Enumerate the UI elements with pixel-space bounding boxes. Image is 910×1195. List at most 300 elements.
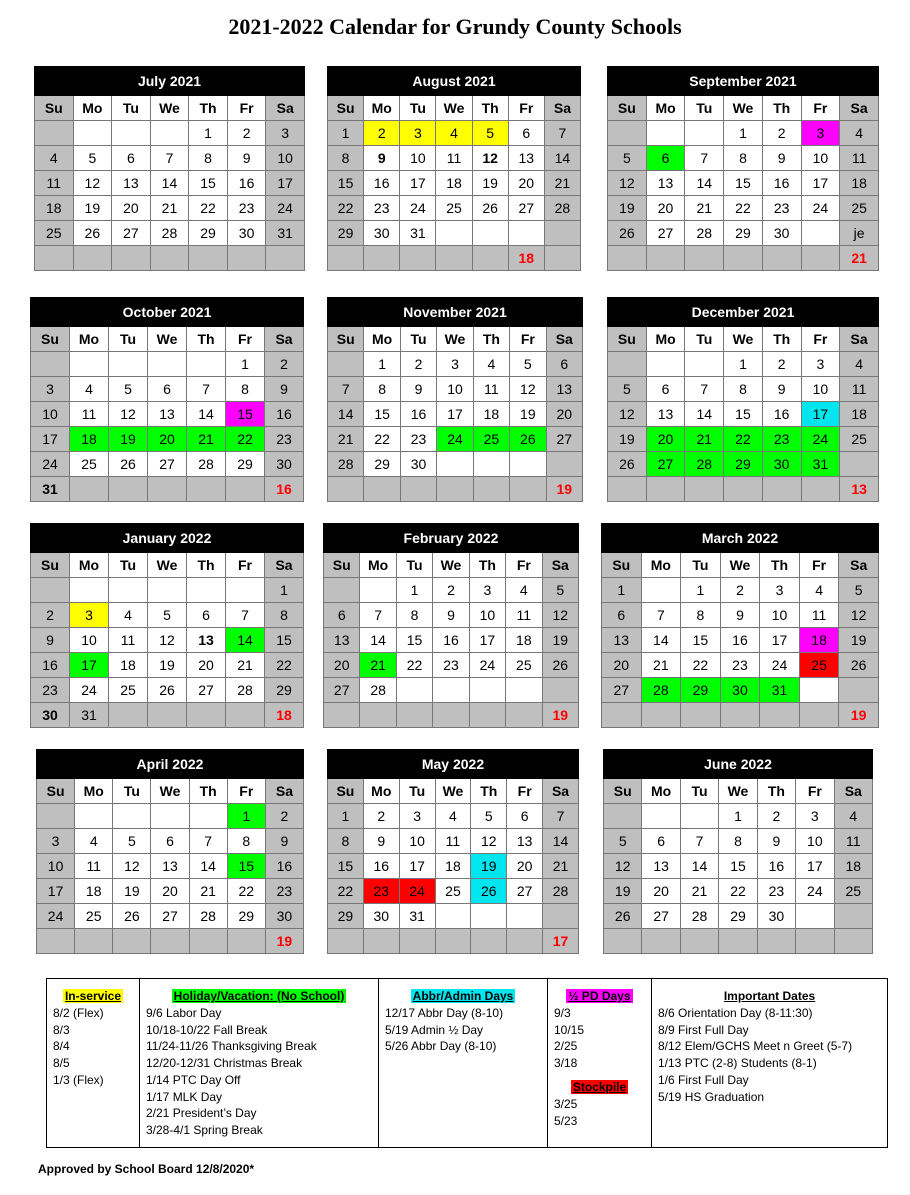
- week-row: [328, 854, 579, 879]
- week-row: [604, 829, 873, 854]
- day-cell: [396, 703, 432, 728]
- weekday-header: Mo: [360, 553, 396, 578]
- legend-holiday: [140, 979, 379, 1147]
- day-cell: 2: [720, 578, 760, 603]
- week-row: [37, 904, 304, 929]
- month-calendar: [607, 66, 879, 271]
- day-cell: [680, 929, 718, 954]
- legend-item: 8/9 First Full Day: [658, 1022, 749, 1037]
- day-cell: 27: [148, 452, 187, 477]
- day-cell: 1: [396, 578, 432, 603]
- day-cell: 16: [265, 402, 304, 427]
- day-cell: [73, 246, 112, 271]
- day-cell: [646, 246, 685, 271]
- day-cell: 28: [150, 221, 189, 246]
- week-row: [608, 121, 879, 146]
- month-calendar: [34, 66, 305, 271]
- day-cell: 14: [226, 628, 265, 653]
- day-cell: [189, 929, 227, 954]
- week-row: [608, 146, 879, 171]
- day-cell: 26: [109, 452, 148, 477]
- weekday-header: Mo: [641, 553, 681, 578]
- week-row: [328, 904, 579, 929]
- day-cell: 15: [226, 402, 265, 427]
- month-calendar: [30, 297, 304, 502]
- day-cell: 4: [799, 578, 839, 603]
- month-calendar: [323, 523, 579, 728]
- weekday-header: Tu: [681, 553, 721, 578]
- day-cell: 10: [469, 603, 505, 628]
- weekday-header: Su: [608, 96, 647, 121]
- day-cell: 5: [113, 829, 151, 854]
- weekday-header: Th: [471, 779, 507, 804]
- day-cell: 24: [760, 653, 800, 678]
- day-cell: 25: [799, 653, 839, 678]
- week-row: [31, 377, 304, 402]
- day-cell: 22: [724, 196, 763, 221]
- day-cell: 14: [360, 628, 396, 653]
- day-cell: 27: [507, 879, 543, 904]
- day-cell: [31, 352, 70, 377]
- day-cell: 24: [796, 879, 834, 904]
- weekday-header: Tu: [396, 553, 432, 578]
- day-cell: 18: [35, 196, 74, 221]
- day-cell: 19: [148, 653, 187, 678]
- day-cell: 21: [189, 879, 227, 904]
- day-cell: 3: [437, 352, 473, 377]
- day-cell: 9: [364, 146, 400, 171]
- day-cell: 6: [112, 146, 151, 171]
- weekday-header: Mo: [75, 779, 113, 804]
- day-cell: [226, 578, 265, 603]
- day-cell: 18: [436, 171, 472, 196]
- day-cell: 14: [544, 146, 580, 171]
- day-cell: 16: [227, 171, 266, 196]
- day-cell: 8: [364, 377, 400, 402]
- weekday-header: Th: [189, 96, 228, 121]
- day-cell: 13: [112, 171, 151, 196]
- week-row: [31, 352, 304, 377]
- weekday-header: Sa: [265, 553, 304, 578]
- month-name: August 2021: [328, 67, 581, 96]
- day-cell: [801, 221, 840, 246]
- day-cell: 5: [542, 578, 578, 603]
- day-cell: 23: [364, 196, 400, 221]
- day-cell: [506, 678, 542, 703]
- day-cell: 17: [469, 628, 505, 653]
- day-cell: 28: [187, 452, 226, 477]
- weekday-header: Sa: [543, 779, 579, 804]
- weekday-header: Mo: [646, 96, 685, 121]
- day-cell: 18: [70, 427, 109, 452]
- day-cell: [363, 929, 399, 954]
- day-cell: [226, 703, 265, 728]
- day-cell: 18: [834, 854, 872, 879]
- day-cell: 20: [151, 879, 189, 904]
- day-cell: 24: [437, 427, 473, 452]
- week-row: [35, 246, 305, 271]
- weekday-header: Fr: [227, 779, 265, 804]
- weekday-header: Su: [602, 553, 642, 578]
- legend-item: 8/4: [53, 1039, 70, 1054]
- legend-item: 5/19 Admin ½ Day: [385, 1022, 484, 1037]
- day-cell: 4: [109, 603, 148, 628]
- week-row: [31, 678, 304, 703]
- day-cell: [396, 678, 432, 703]
- week-row: [608, 427, 879, 452]
- day-cell: 27: [151, 904, 189, 929]
- day-cell: [328, 352, 364, 377]
- weekday-header: Sa: [266, 96, 305, 121]
- day-cell: 7: [187, 377, 226, 402]
- day-cell: 20: [112, 196, 151, 221]
- day-cell: [435, 929, 471, 954]
- weekday-header: We: [724, 327, 763, 352]
- weekday-header: We: [148, 327, 187, 352]
- day-cell: 11: [506, 603, 542, 628]
- day-cell: 17: [801, 402, 840, 427]
- day-cell: 7: [189, 829, 227, 854]
- day-cell: 30: [363, 904, 399, 929]
- day-cell: 31: [70, 703, 109, 728]
- week-row: [37, 929, 304, 954]
- day-cell: 24: [70, 678, 109, 703]
- day-cell: 28: [226, 678, 265, 703]
- day-cell: 21: [150, 196, 189, 221]
- day-cell: 23: [720, 653, 760, 678]
- day-count-cell: 16: [265, 477, 304, 502]
- day-cell: 17: [399, 854, 435, 879]
- day-cell: 8: [227, 829, 265, 854]
- day-cell: [109, 352, 148, 377]
- day-cell: je: [840, 221, 879, 246]
- week-row: [608, 221, 879, 246]
- day-cell: 19: [472, 171, 508, 196]
- day-cell: 4: [75, 829, 113, 854]
- weekday-header: Fr: [510, 327, 546, 352]
- day-cell: 8: [719, 829, 757, 854]
- day-cell: 10: [266, 146, 305, 171]
- day-cell: 5: [73, 146, 112, 171]
- week-row: [602, 603, 879, 628]
- day-cell: 9: [31, 628, 70, 653]
- week-row: [31, 603, 304, 628]
- day-cell: 31: [801, 452, 840, 477]
- day-cell: 29: [724, 452, 763, 477]
- day-cell: 25: [834, 879, 872, 904]
- weekday-header: Th: [760, 553, 800, 578]
- day-cell: 15: [364, 402, 400, 427]
- day-cell: 15: [227, 854, 265, 879]
- weekday-header: Mo: [70, 553, 109, 578]
- day-cell: 25: [840, 196, 879, 221]
- day-cell: [148, 578, 187, 603]
- week-row: [328, 377, 583, 402]
- weekday-header: Su: [604, 779, 642, 804]
- day-cell: 28: [685, 221, 724, 246]
- day-cell: 12: [510, 377, 546, 402]
- day-cell: 17: [70, 653, 109, 678]
- day-cell: 23: [433, 653, 469, 678]
- weekday-header: Su: [31, 327, 70, 352]
- day-cell: 12: [109, 402, 148, 427]
- day-cell: 2: [227, 121, 266, 146]
- day-cell: [400, 246, 436, 271]
- day-cell: 30: [400, 452, 436, 477]
- day-cell: 11: [75, 854, 113, 879]
- day-cell: [109, 477, 148, 502]
- week-row: [324, 678, 579, 703]
- day-cell: [543, 904, 579, 929]
- day-cell: 16: [757, 854, 795, 879]
- day-cell: 10: [796, 829, 834, 854]
- day-cell: 14: [189, 854, 227, 879]
- day-cell: [608, 477, 647, 502]
- day-cell: [471, 929, 507, 954]
- weekday-header: Th: [187, 327, 226, 352]
- day-cell: 5: [109, 377, 148, 402]
- day-cell: 19: [113, 879, 151, 904]
- day-cell: 2: [265, 352, 304, 377]
- day-cell: [35, 121, 74, 146]
- day-cell: [799, 703, 839, 728]
- day-cell: [685, 121, 724, 146]
- day-cell: 24: [37, 904, 75, 929]
- month-calendar: [327, 66, 581, 271]
- day-cell: 1: [265, 578, 304, 603]
- day-cell: 5: [839, 578, 879, 603]
- day-cell: 10: [760, 603, 800, 628]
- day-count-cell: [266, 246, 305, 271]
- day-cell: 14: [543, 829, 579, 854]
- day-cell: 10: [801, 377, 840, 402]
- day-cell: 19: [608, 196, 647, 221]
- day-cell: [364, 246, 400, 271]
- day-cell: 11: [840, 146, 879, 171]
- day-cell: 17: [37, 879, 75, 904]
- day-cell: [544, 246, 580, 271]
- day-cell: [436, 246, 472, 271]
- day-cell: 26: [148, 678, 187, 703]
- day-cell: 10: [437, 377, 473, 402]
- day-cell: 24: [31, 452, 70, 477]
- day-cell: 21: [685, 427, 724, 452]
- legend-heading: In-service: [64, 989, 122, 1003]
- day-cell: 16: [720, 628, 760, 653]
- month-calendar: [601, 523, 879, 728]
- day-cell: 15: [396, 628, 432, 653]
- day-cell: 1: [724, 352, 763, 377]
- weekday-header: Tu: [399, 779, 435, 804]
- day-cell: 26: [608, 221, 647, 246]
- day-cell: 15: [724, 171, 763, 196]
- day-cell: [507, 929, 543, 954]
- day-cell: 10: [37, 854, 75, 879]
- day-cell: 21: [226, 653, 265, 678]
- day-cell: 7: [328, 377, 364, 402]
- day-cell: 16: [265, 854, 303, 879]
- day-cell: [70, 578, 109, 603]
- weekday-header: Su: [31, 553, 70, 578]
- day-cell: 5: [604, 829, 642, 854]
- day-cell: [360, 703, 396, 728]
- week-row: [37, 879, 304, 904]
- month-name: February 2022: [324, 524, 579, 553]
- day-cell: [508, 221, 544, 246]
- weekday-header: Su: [37, 779, 75, 804]
- day-cell: 6: [646, 146, 685, 171]
- day-cell: 18: [435, 854, 471, 879]
- week-row: [604, 854, 873, 879]
- day-cell: 21: [543, 854, 579, 879]
- day-cell: 6: [646, 377, 685, 402]
- day-cell: [433, 678, 469, 703]
- day-count-cell: 17: [543, 929, 579, 954]
- day-cell: 13: [508, 146, 544, 171]
- legend-item: 12/17 Abbr Day (8-10): [385, 1006, 504, 1020]
- weekday-header: Sa: [265, 327, 304, 352]
- day-cell: 14: [641, 628, 681, 653]
- day-cell: 11: [834, 829, 872, 854]
- day-cell: 20: [507, 854, 543, 879]
- day-cell: 7: [360, 603, 396, 628]
- day-cell: [472, 221, 508, 246]
- weekday-header: Tu: [685, 96, 724, 121]
- day-cell: 16: [400, 402, 436, 427]
- day-cell: 2: [31, 603, 70, 628]
- day-cell: [473, 477, 509, 502]
- day-cell: 14: [187, 402, 226, 427]
- day-cell: [839, 678, 879, 703]
- weekday-header: Mo: [70, 327, 109, 352]
- day-cell: 21: [187, 427, 226, 452]
- weekday-header: We: [436, 96, 472, 121]
- legend-item: 10/15: [554, 1022, 585, 1037]
- weekday-header: Sa: [544, 96, 580, 121]
- week-row: [35, 146, 305, 171]
- weekday-header: Mo: [73, 96, 112, 121]
- legend-item: 5/23: [554, 1113, 578, 1128]
- day-cell: 3: [760, 578, 800, 603]
- month-name: January 2022: [31, 524, 304, 553]
- week-row: [35, 221, 305, 246]
- day-cell: 4: [70, 377, 109, 402]
- day-cell: 18: [799, 628, 839, 653]
- day-cell: 28: [543, 879, 579, 904]
- week-row: [608, 196, 879, 221]
- weekday-header: Mo: [364, 96, 400, 121]
- day-cell: 17: [31, 427, 70, 452]
- day-cell: 25: [473, 427, 509, 452]
- weekday-header: Tu: [400, 327, 436, 352]
- weekday-header: Su: [324, 553, 360, 578]
- weekday-header: Fr: [506, 553, 542, 578]
- day-cell: 23: [265, 427, 304, 452]
- day-cell: 22: [227, 879, 265, 904]
- day-count-cell: 19: [839, 703, 879, 728]
- day-cell: 30: [762, 452, 801, 477]
- day-cell: 1: [724, 121, 763, 146]
- day-cell: 6: [148, 377, 187, 402]
- day-cell: 19: [73, 196, 112, 221]
- day-cell: [801, 246, 840, 271]
- day-cell: 30: [364, 221, 400, 246]
- day-cell: [75, 929, 113, 954]
- day-cell: 27: [324, 678, 360, 703]
- day-cell: 5: [472, 121, 508, 146]
- legend-item: 1/13 PTC (2-8) Students (8-1): [658, 1056, 817, 1071]
- day-cell: [187, 352, 226, 377]
- week-row: [608, 477, 879, 502]
- month-name: November 2021: [328, 298, 583, 327]
- day-cell: 29: [328, 221, 364, 246]
- day-cell: [35, 246, 74, 271]
- day-cell: 11: [435, 829, 471, 854]
- legend-heading: Important Dates: [723, 989, 816, 1003]
- legend-item: 11/24-11/26 Thanksgiving Break: [146, 1039, 317, 1054]
- page-title: 2021-2022 Calendar for Grundy County Schools: [228, 14, 682, 39]
- day-cell: 29: [364, 452, 400, 477]
- day-cell: 8: [724, 146, 763, 171]
- day-cell: [681, 703, 721, 728]
- legend-item: 5/26 Abbr Day (8-10): [385, 1039, 497, 1054]
- day-cell: 29: [227, 904, 265, 929]
- weekday-header: Tu: [112, 96, 151, 121]
- day-cell: 14: [685, 402, 724, 427]
- day-cell: 31: [31, 477, 70, 502]
- day-cell: 25: [436, 196, 472, 221]
- day-cell: 18: [109, 653, 148, 678]
- day-cell: 22: [396, 653, 432, 678]
- weekday-header: Fr: [226, 553, 265, 578]
- day-cell: [113, 929, 151, 954]
- day-cell: 6: [602, 603, 642, 628]
- day-cell: [760, 703, 800, 728]
- day-cell: 21: [685, 196, 724, 221]
- day-cell: 23: [762, 427, 801, 452]
- day-cell: 20: [602, 653, 642, 678]
- day-cell: 24: [801, 427, 840, 452]
- day-cell: 13: [642, 854, 680, 879]
- weekday-header: Mo: [364, 327, 400, 352]
- day-cell: 25: [109, 678, 148, 703]
- day-cell: 3: [801, 121, 840, 146]
- week-row: [35, 171, 305, 196]
- day-cell: 29: [226, 452, 265, 477]
- legend-item: 1/3 (Flex): [53, 1072, 104, 1087]
- week-row: [31, 477, 304, 502]
- day-cell: 30: [265, 452, 304, 477]
- day-cell: 1: [602, 578, 642, 603]
- week-row: [328, 402, 583, 427]
- weekday-header: Fr: [227, 96, 266, 121]
- day-cell: 9: [433, 603, 469, 628]
- week-row: [328, 221, 581, 246]
- week-row: [328, 804, 579, 829]
- day-cell: [364, 477, 400, 502]
- legend-item: 12/20-12/31 Christmas Break: [146, 1056, 303, 1071]
- day-cell: [189, 804, 227, 829]
- legend-heading: Abbr/Admin Days: [412, 989, 514, 1003]
- week-row: [324, 603, 579, 628]
- day-cell: [646, 477, 685, 502]
- week-row: [604, 904, 873, 929]
- day-cell: 14: [685, 171, 724, 196]
- day-cell: 25: [75, 904, 113, 929]
- month-name: December 2021: [608, 298, 879, 327]
- day-cell: 22: [724, 427, 763, 452]
- day-cell: 28: [685, 452, 724, 477]
